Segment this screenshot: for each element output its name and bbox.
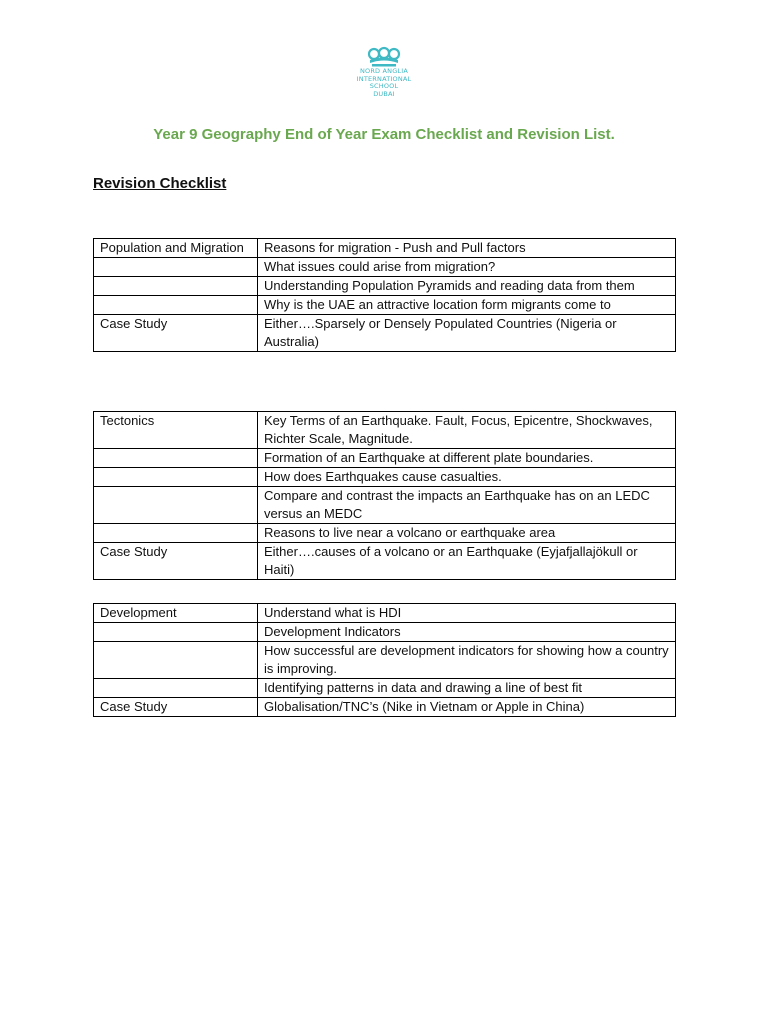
topic-cell [94, 258, 258, 277]
checklist-item-cell: Either….Sparsely or Densely Populated Countries (Nigeria or Australia) [258, 315, 676, 352]
topic-cell [94, 277, 258, 296]
table-row [94, 698, 676, 717]
checklist-item-cell: Identifying patterns in data and drawing a line of best fit [258, 679, 676, 698]
topic-cell: Case Study [94, 315, 258, 352]
checklist-item-cell: Globalisation/TNC’s (Nike in Vietnam or Apple in China) [258, 698, 676, 717]
checklist-item-cell: How successful are development indicators for showing how a country is improving. [258, 642, 676, 679]
topic-cell: Case Study [94, 543, 258, 580]
checklist-item-cell: Key Terms of an Earthquake. Fault, Focus, Epicentre, Shockwaves, Richter Scale, Magnitude. [258, 412, 676, 449]
tectonics-table [93, 411, 676, 580]
table-row [94, 258, 676, 277]
topic-cell: Tectonics [94, 412, 258, 449]
topic-cell [94, 642, 258, 679]
table-row [94, 487, 676, 524]
table-row [94, 296, 676, 315]
checklist-item-cell: Understand what is HDI [258, 604, 676, 623]
checklist-item-cell: Formation of an Earthquake at different plate boundaries. [258, 449, 676, 468]
table-row [94, 449, 676, 468]
checklist-item-cell: Compare and contrast the impacts an Earthquake has on an LEDC versus an MEDC [258, 487, 676, 524]
topic-cell [94, 468, 258, 487]
table-row [94, 239, 676, 258]
table-row [94, 642, 676, 679]
logo-text-line: NORD ANGLIA [359, 67, 409, 75]
table-row [94, 604, 676, 623]
topic-cell: Development [94, 604, 258, 623]
topic-cell [94, 679, 258, 698]
checklist-item-cell: Why is the UAE an attractive location form migrants come to [258, 296, 676, 315]
topic-cell: Population and Migration [94, 239, 258, 258]
checklist-item-cell: Reasons for migration - Push and Pull factors [258, 239, 676, 258]
topic-cell [94, 449, 258, 468]
table-row [94, 412, 676, 449]
topic-cell [94, 296, 258, 315]
checklist-item-cell: Understanding Population Pyramids and reading data from them [258, 277, 676, 296]
development-table [93, 603, 676, 717]
logo-text-line: SCHOOL [369, 82, 399, 90]
table-row [94, 277, 676, 296]
table-row [94, 623, 676, 642]
population-migration-table [93, 238, 676, 352]
crown-icon [366, 46, 402, 68]
table-row [94, 315, 676, 352]
checklist-item-cell: Either….causes of a volcano or an Earthquake (Eyjafjallajökull or Haiti) [258, 543, 676, 580]
page-title: Year 9 Geography End of Year Exam Checklist and Revision List. [153, 126, 615, 143]
logo-text-line: DUBAI [373, 89, 395, 98]
checklist-item-cell: Development Indicators [258, 623, 676, 642]
topic-cell: Case Study [94, 698, 258, 717]
table-row [94, 468, 676, 487]
section-heading: Revision Checklist [93, 175, 227, 192]
school-logo [340, 46, 428, 98]
checklist-item-cell: How does Earthquakes cause casualties. [258, 468, 676, 487]
table-row [94, 679, 676, 698]
table-row [94, 543, 676, 580]
topic-cell [94, 487, 258, 524]
checklist-item-cell: Reasons to live near a volcano or earthquake area [258, 524, 676, 543]
topic-cell [94, 524, 258, 543]
topic-cell [94, 623, 258, 642]
table-row [94, 524, 676, 543]
logo-text-line: INTERNATIONAL [356, 74, 412, 83]
checklist-item-cell: What issues could arise from migration? [258, 258, 676, 277]
